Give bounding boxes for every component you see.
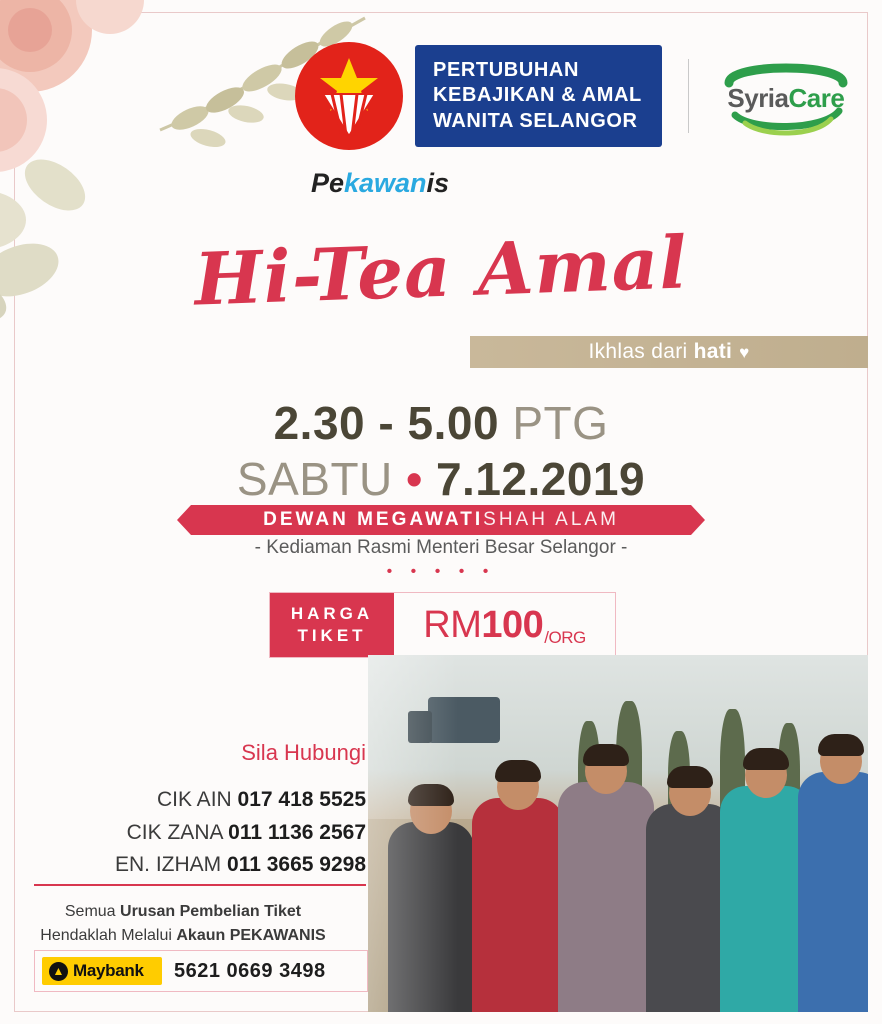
time-end: 5.00 — [407, 397, 500, 449]
syriacare-wordmark — [711, 83, 861, 114]
dot-divider: • • • • • — [386, 563, 496, 580]
syriacare-name-post: Care — [788, 83, 845, 113]
venue-subtitle: - Kediaman Rasmi Menteri Besar Selangor - — [254, 537, 628, 558]
bank-name: Maybank — [73, 961, 144, 980]
event-time — [0, 396, 882, 450]
venue-city: SHAH ALAM — [483, 509, 619, 530]
tagline-banner — [470, 336, 868, 368]
brand-short-pre: Pe — [310, 168, 344, 198]
ticket-price-box — [269, 592, 616, 658]
ticket-currency: RM — [423, 603, 482, 646]
venue-name: DEWAN MEGAWATI — [263, 509, 484, 530]
event-title: Hi-Tea Amal — [193, 219, 689, 322]
bank-account-box — [34, 950, 368, 992]
ticket-per-unit: /ORG — [544, 628, 586, 647]
pekawanis-logo — [295, 42, 403, 150]
diamond-star-icon — [301, 48, 397, 144]
header-logo-block — [0, 28, 882, 208]
ticket-label-line-2: TIKET — [297, 626, 367, 645]
time-start: 2.30 — [273, 397, 366, 449]
event-day: SABTU — [236, 453, 407, 505]
syriacare-logo — [711, 53, 861, 139]
org-name-plate — [415, 45, 662, 148]
org-name-line-2: KEBAJIKAN & AMAL — [433, 84, 642, 107]
ticket-label-line-1: HARGA — [290, 603, 374, 623]
contact-divider — [34, 884, 366, 886]
time-suffix: PTG — [499, 397, 609, 449]
contact-item — [0, 849, 366, 882]
syriacare-name-pre: Syria — [727, 83, 789, 113]
contact-phone[interactable]: 011 3665 9298 — [227, 853, 366, 877]
brand-short-mid: kawan — [343, 168, 427, 198]
tagline-text — [588, 340, 749, 364]
event-photo — [368, 655, 868, 1012]
time-dash: - — [365, 397, 408, 449]
tagline-bold: hati — [693, 340, 733, 363]
contact-heading: Sila Hubungi — [241, 740, 366, 765]
payment-note-line-1 — [0, 900, 366, 924]
maybank-tiger-icon: ▲ — [49, 962, 68, 981]
contact-item — [0, 784, 366, 817]
contact-phone[interactable]: 011 1136 2567 — [228, 820, 366, 844]
contact-list — [0, 784, 366, 882]
heart-icon: ♥ — [739, 343, 750, 362]
payment-note-1-pre: Semua — [64, 903, 121, 920]
org-name-line-1: PERTUBUHAN — [433, 58, 579, 81]
org-name-line-3: WANITA SELANGOR — [433, 109, 638, 132]
contact-name: CIK AIN — [157, 788, 238, 811]
event-date — [0, 452, 882, 506]
maybank-logo — [42, 957, 162, 985]
ticket-price-value — [394, 593, 615, 657]
event-date-value: 7.12.2019 — [422, 453, 646, 505]
contact-phone[interactable]: 017 418 5525 — [237, 788, 366, 811]
ticket-price-label — [270, 593, 394, 657]
payment-note-2-bold: Akaun PEKAWANIS — [176, 927, 326, 944]
venue-ribbon — [191, 505, 691, 535]
payment-note-2-pre: Hendaklah Melalui — [40, 927, 177, 944]
payment-note-1-bold: Urusan Pembelian Tiket — [120, 903, 302, 920]
pekawanis-wordmark — [295, 168, 465, 199]
contact-name: CIK ZANA — [126, 820, 229, 844]
contact-name: EN. IZHAM — [115, 853, 228, 877]
logo-row — [295, 42, 861, 150]
bank-account-number: 5621 0669 3498 — [174, 959, 326, 982]
brand-short-post: is — [426, 168, 450, 198]
contact-item — [0, 817, 366, 850]
photo-edge-fade — [368, 655, 868, 1012]
date-dot-separator: • — [406, 453, 423, 505]
payment-note — [0, 900, 366, 948]
header-divider — [688, 59, 689, 133]
payment-note-line-2 — [0, 924, 366, 948]
ticket-amount: 100 — [481, 603, 544, 646]
tagline-pre: Ikhlas dari — [588, 340, 694, 363]
